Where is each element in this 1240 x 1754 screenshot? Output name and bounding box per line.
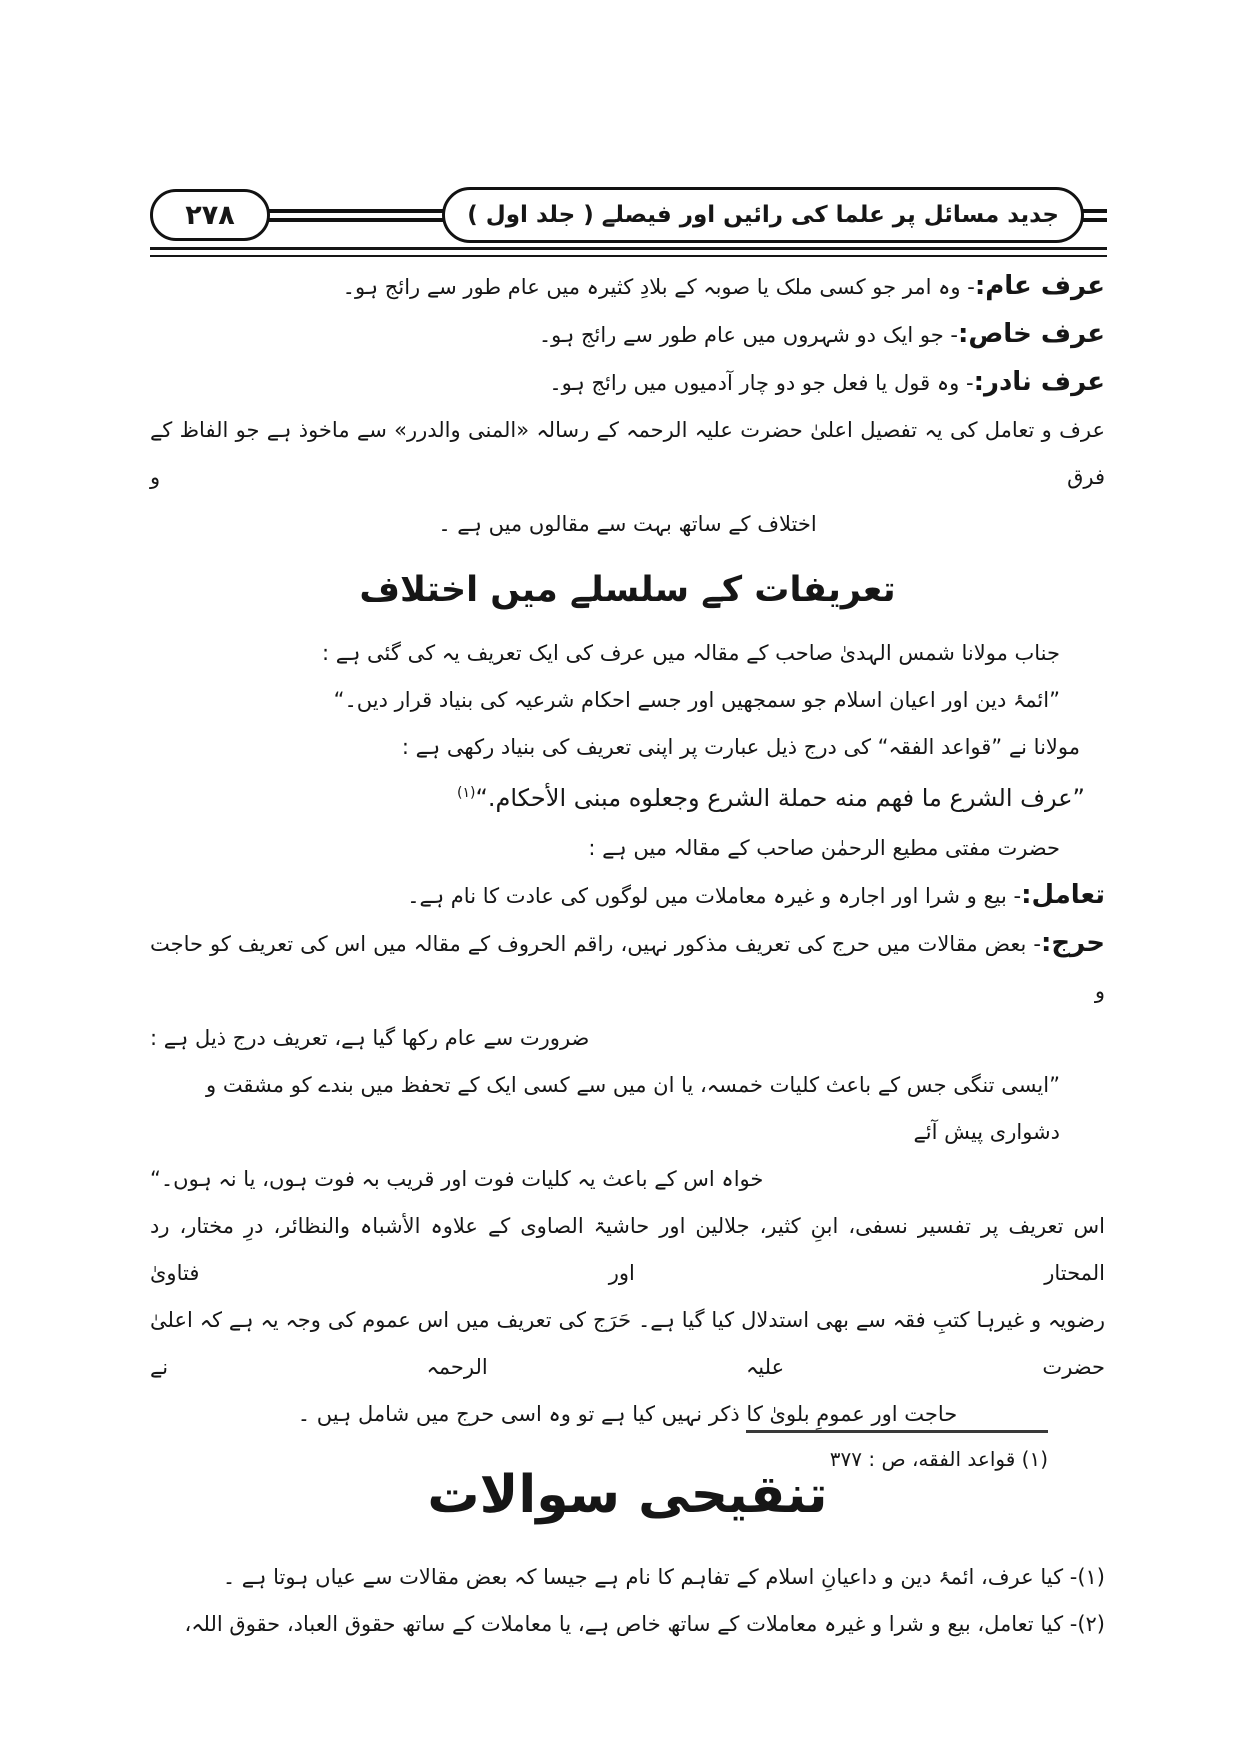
definition-urf-aam [150,263,1105,311]
definition-haraj-line1 [150,920,1105,1015]
definition-urf-aam-text: - وہ امر جو کسی ملک یا صوبہ کے بلادِ کثیرہ میں عام طور سے رائج ہو۔ [342,275,975,299]
definition-urf-khas [150,311,1105,359]
question-1: (۱)- کیا عرف، ائمۂ دین و داعیانِ اسلام کے تفاہم کا نام ہے جیسا کہ بعض مقالات سے عیاں ہوتا ہے ۔ [222,1565,1105,1589]
quote-tangi-line2: خواہ اس کے باعث یہ کلیات فوت اور قریب بہ فوت ہوں، یا نہ ہوں۔“ [150,1167,764,1191]
question-2: (۲)- کیا تعامل، بیع و شرا و غیرہ معاملات کے ساتھ خاص ہے، یا معاملات کے ساتھ حقوق العباد، حقوق اللہ، [184,1612,1105,1636]
term-haraj: حرج: [1040,928,1105,958]
istidlal-paragraph-line1: اس تعریف پر تفسیر نسفی، ابنِ کثیر، جلالین اور حاشیۃ الصاوی کے علاوہ الأشباہ والنظائر، درِ مختار، رد المحتار اور فتاویٰ [150,1214,1105,1285]
term-urf-nadir: عرف نادر: [973,367,1105,397]
term-urf-khas: عرف خاص: [957,319,1105,349]
page-number: ۲۷۸ [185,199,235,231]
definition-haraj-text: - بعض مقالات میں حرج کی تعریف مذکور نہیں، راقم الحروف کے مقالہ میں اس کی تعریف کو حاجت و [150,932,1105,1003]
footnote-text: (۱) قواعد الفقه، ص : ۳۷۷ [829,1447,1048,1471]
definition-haraj-line2: ضرورت سے عام رکھا گیا ہے، تعریف درج ذیل ہے : [150,1026,590,1050]
definition-urf-nadir-text: - وہ قول یا فعل جو دو چار آدمیوں میں رائج ہو۔ [549,371,974,395]
header-rule-stub [1081,209,1107,222]
definition-urf-nadir [150,359,1105,407]
book-title-badge [442,187,1084,243]
footnote-marker: (۱) [456,785,476,801]
quote-aimma-deen: ”ائمۂ دین اور اعیان اسلام جو سمجھیں اور جسے احکام شرعیہ کی بنیاد قرار دیں۔“ [333,688,1060,712]
quote-tangi-line1: ”ایسی تنگی جس کے باعث کلیات خمسہ، یا ان میں سے کسی ایک کے تحفظ میں بندے کو مشقت و دشواری پیش آئے [206,1073,1060,1144]
definition-urf-khas-text: - جو ایک دو شہروں میں عام طور سے رائج ہو۔ [538,323,958,347]
page-number-badge [150,189,270,241]
source-paragraph-line1: عرف و تعامل کی یہ تفصیل اعلیٰ حضرت علیہ الرحمہ کے رسالہ «المنی والدرر» سے ماخوذ ہے جو الفاظ کے فرق و [150,418,1105,489]
term-urf-aam: عرف عام: [974,271,1105,301]
section-heading-tanqihi-sawalat: تنقیحی سوالات [427,1465,828,1525]
header-rule-connector [267,209,445,222]
section-heading-taarifat: تعریفات کے سلسلے میں اختلاف [359,570,896,610]
istidlal-paragraph-line2: رضویہ و غیرہا کتبِ فقہ سے بھی استدلال کیا گیا ہے۔ حَرَج کی تعریف میں اس عموم کی وجہ یہ ہے کہ اعلیٰ حضرت علیہ الرحمہ نے [150,1308,1105,1379]
footnote-divider [746,1430,1048,1433]
page-header [150,184,1107,246]
source-paragraph-line2: اختلاف کے ساتھ بہت سے مقالوں میں ہے ۔ [438,512,817,536]
header-divider [150,247,1107,257]
footnote-block [746,1430,1048,1475]
book-title: جدید مسائل پر علما کی رائیں اور فیصلے ( جلد اول ) [467,202,1059,228]
mufti-muti-intro: حضرت مفتی مطیع الرحمٰن صاحب کے مقالہ میں ہے : [588,836,1060,860]
qawaid-alfiqh-intro: مولانا نے ”قواعد الفقہ“ کی درج ذیل عبارت پر اپنی تعریف کی بنیاد رکھی ہے : [401,735,1080,759]
arabic-quote [150,771,1105,825]
term-taamul: تعامل: [1021,880,1105,910]
definition-taamul [150,872,1105,920]
definition-taamul-text: - بیع و شرا اور اجارہ و غیرہ معاملات میں لوگوں کی عادت کا نام ہے۔ [407,884,1022,908]
shams-alhuda-intro: جناب مولانا شمس الہدیٰ صاحب کے مقالہ میں عرف کی ایک تعریف یہ کی گئی ہے : [322,641,1060,665]
istidlal-paragraph-line3: حاجت اور عمومِ بلویٰ کا ذکر نہیں کیا ہے تو وہ اسی حرج میں شامل ہیں ۔ [297,1402,958,1426]
arabic-quote-text: ”عرف الشرع ما فهم منه حملة الشرع وجعلوه مبنى الأحكام.“ [475,784,1085,812]
